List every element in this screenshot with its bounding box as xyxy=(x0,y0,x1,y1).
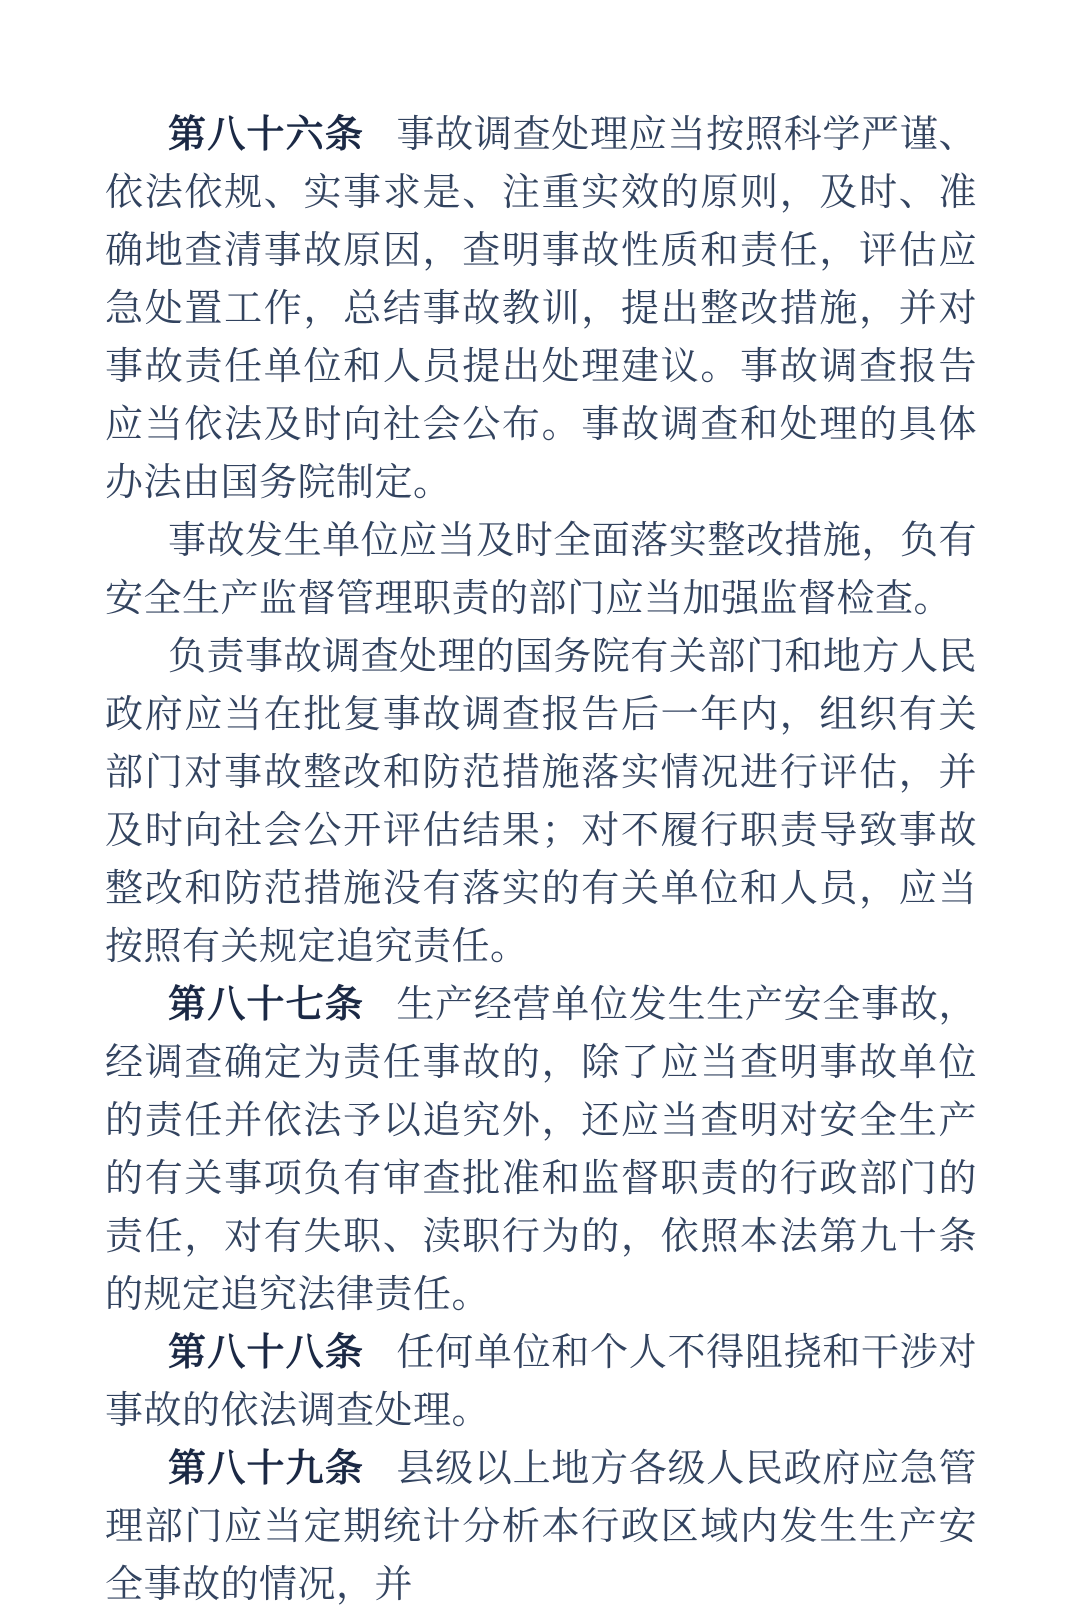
article-text: 事故发生单位应当及时全面落实整改措施，负有安全生产监督管理职责的部门应当加强监督检查。 xyxy=(105,520,977,620)
paragraph xyxy=(105,1324,977,1440)
paragraph xyxy=(105,628,977,976)
article-number-label: 第八十八条 xyxy=(168,1332,365,1374)
article-text: 事故调查处理应当按照科学严谨、依法依规、实事求是、注重实效的原则，及时、准确地查清事故原因，查明事故性质和责任，评估应急处置工作，总结事故教训，提出整改措施，并对事故责任单位和人员提出处理建议。事故调查报告应当依法及时向社会公布。事故调查和处理的具体办法由国务院制定。 xyxy=(105,114,977,504)
article-number-label: 第八十六条 xyxy=(168,114,365,156)
paragraph xyxy=(105,106,977,512)
legal-text-block xyxy=(105,106,977,1614)
paragraph xyxy=(105,1440,977,1614)
article-text: 任何单位和个人不得阻挠和干涉对事故的依法调查处理。 xyxy=(105,1332,977,1432)
article-number-label: 第八十七条 xyxy=(168,984,365,1026)
article-text: 生产经营单位发生生产安全事故，经调查确定为责任事故的，除了应当查明事故单位的责任并依法予以追究外，还应当查明对安全生产的有关事项负有审查批准和监督职责的行政部门的责任，对有失职、渎职行为的，依照本法第九十条的规定追究法律责任。 xyxy=(105,984,977,1316)
article-text: 县级以上地方各级人民政府应急管理部门应当定期统计分析本行政区域内发生生产安全事故的情况，并 xyxy=(105,1448,977,1606)
paragraph xyxy=(105,976,977,1324)
paragraph xyxy=(105,512,977,628)
article-text: 负责事故调查处理的国务院有关部门和地方人民政府应当在批复事故调查报告后一年内，组织有关部门对事故整改和防范措施落实情况进行评估，并及时向社会公开评估结果；对不履行职责导致事故整改和防范措施没有落实的有关单位和人员，应当按照有关规定追究责任。 xyxy=(105,636,977,968)
article-number-label: 第八十九条 xyxy=(168,1448,365,1490)
